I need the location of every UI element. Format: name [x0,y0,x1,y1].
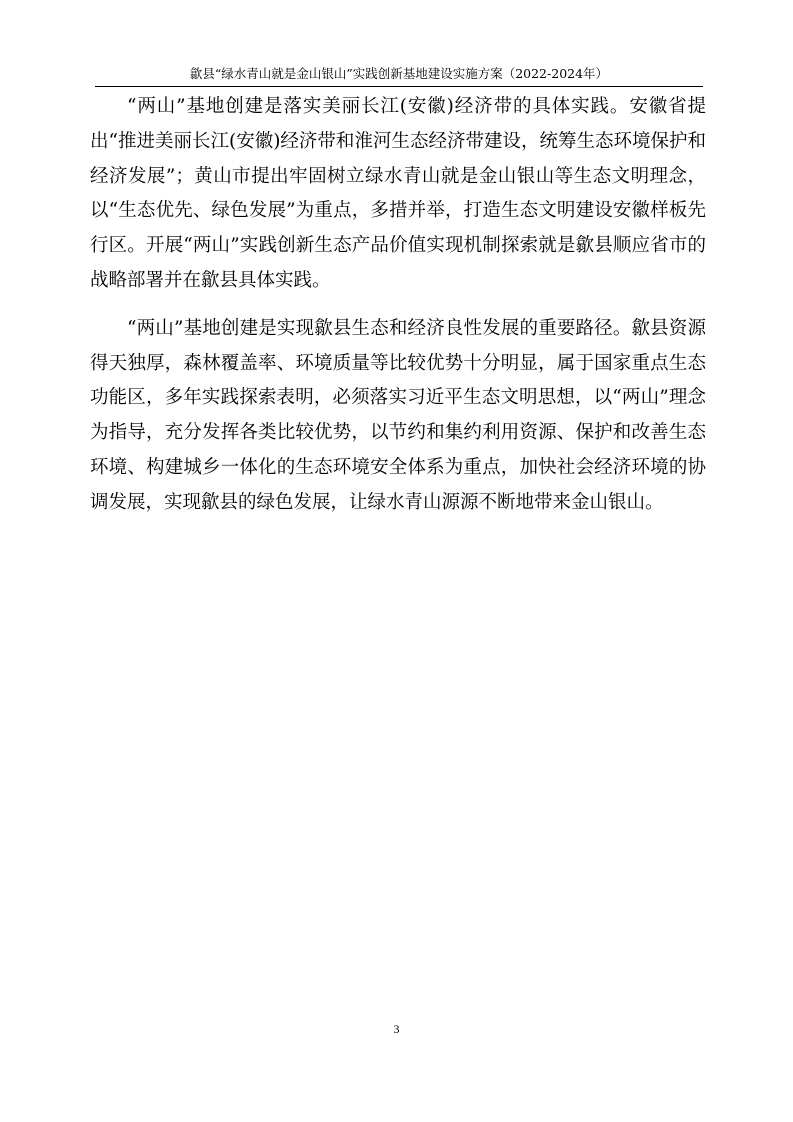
running-header: 歙县“绿水青山就是金山银山”实践创新基地建设实施方案（2022-2024年） [189,66,609,81]
paragraph-2: “两山”基地创建是实现歙县生态和经济良性发展的重要路径。歙县资源得天独厚，森林覆盖率、环境质量等比较优势十分明显，属于国家重点生态功能区，多年实践探索表明，必须落实习近平生态文明思想，以“两山”理念为指导，充分发挥各类比较优势，以节约和集约利用资源、保护和改善生态环境、构建城乡一体化的生态环境安全体系为重点，加快社会经济环境的协调发展，实现歙县的绿色发展，让绿水青山源源不断地带来金山银山。 [90,317,706,513]
paragraph-1: “两山”基地创建是落实美丽长江(安徽)经济带的具体实践。安徽省提出“推进美丽长江(安徽)经济带和淮河生态经济带建设，统筹生态环境保护和经济发展”；黄山市提出牢固树立绿水青山就是金山银山等生态文明理念，以“生态优先、绿色发展”为重点，多措并举，打造生态文明建设安徽样板先行区。开展“两山”实践创新生态产品价值实现机制探索就是歙县顺应省市的战略部署并在歙县具体实践。 [90,96,706,291]
body-text [90,90,706,521]
header-divider [95,86,703,87]
page-number: 3 [393,1022,400,1036]
